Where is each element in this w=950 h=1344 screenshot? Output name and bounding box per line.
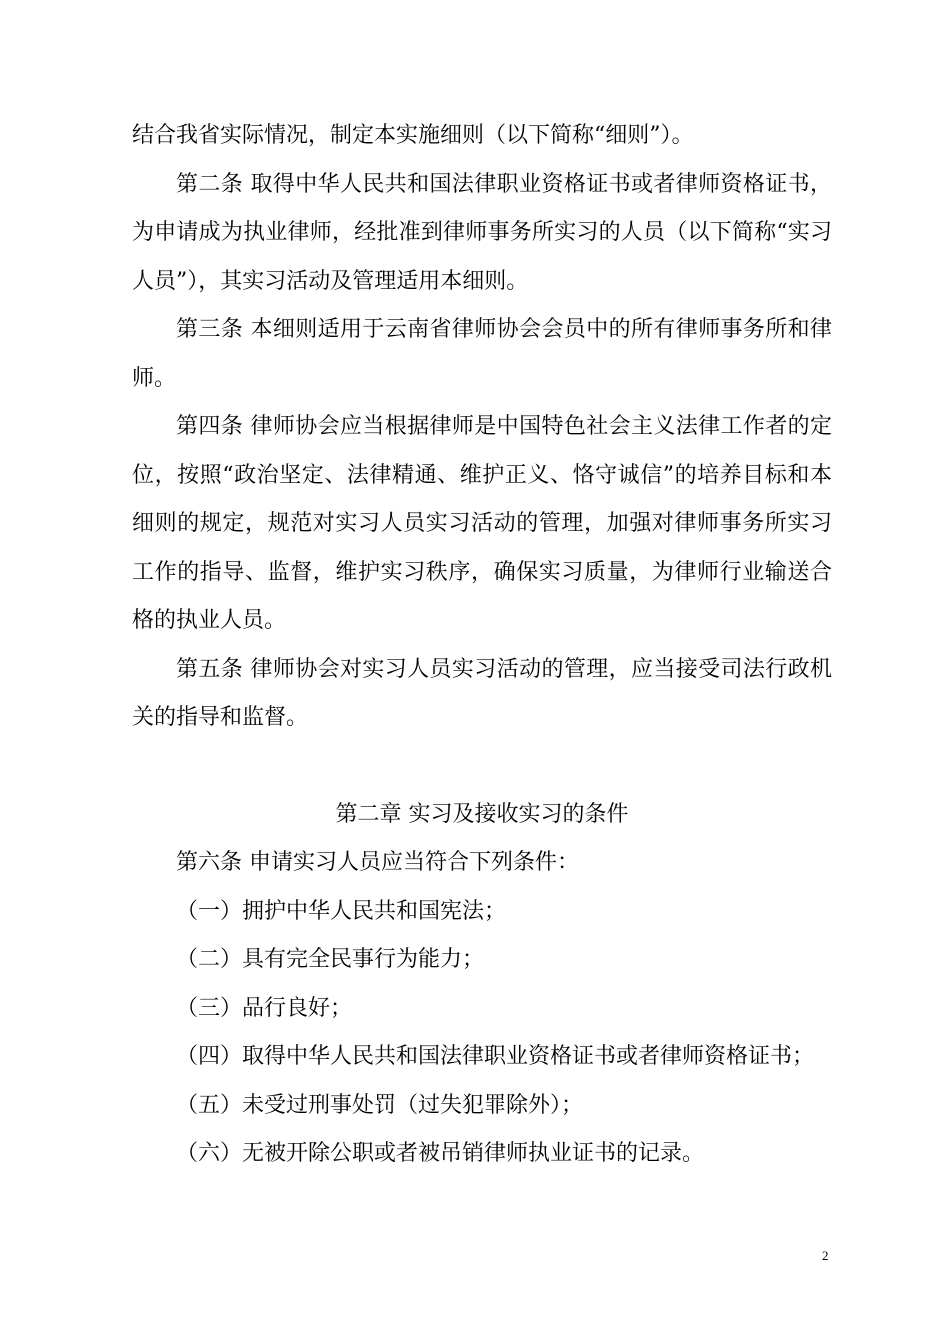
article-2: 第二条 取得中华人民共和国法律职业资格证书或者律师资格证书，为申请成为执业律师，经批准到律师事务所实习的人员（以下简称“实习人员”），其实习活动及管理适用本细则。 <box>132 171 832 294</box>
section-gap <box>132 743 832 791</box>
condition-item: （三）品行良好； <box>176 995 353 1021</box>
document-page <box>132 112 832 1179</box>
article-4: 第四条 律师协会应当根据律师是中国特色社会主义法律工作者的定位，按照“政治坚定、法律精通、维护正义、恪守诚信”的培养目标和本细则的规定，规范对实习人员实习活动的管理，加强对律师事务所实习工作的指导、监督，维护实习秩序，确保实习质量，为律师行业输送合格的执业人员。 <box>132 414 832 633</box>
paragraph-intro-continuation: 结合我省实际情况，制定本实施细则（以下简称“细则”）。 <box>132 123 694 148</box>
condition-item: （五）未受过刑事处罚（过失犯罪除外）； <box>176 1092 584 1118</box>
condition-item: （四）取得中华人民共和国法律职业资格证书或者律师资格证书； <box>176 1044 815 1069</box>
article-6: 第六条 申请实习人员应当符合下列条件： <box>176 850 579 875</box>
condition-item: （六）无被开除公职或者被吊销律师执业证书的记录。 <box>176 1141 705 1166</box>
article-5: 第五条 律师协会对实习人员实习活动的管理，应当接受司法行政机关的指导和监督。 <box>132 656 832 730</box>
condition-item: （一）拥护中华人民共和国宪法； <box>176 898 507 924</box>
condition-item: （二）具有完全民事行为能力； <box>176 947 485 972</box>
article-3: 第三条 本细则适用于云南省律师协会会员中的所有律师事务所和律师。 <box>132 317 832 391</box>
chapter-title: 第二章 实习及接收实习的条件 <box>335 801 629 827</box>
page-number: 2 <box>822 1248 829 1263</box>
